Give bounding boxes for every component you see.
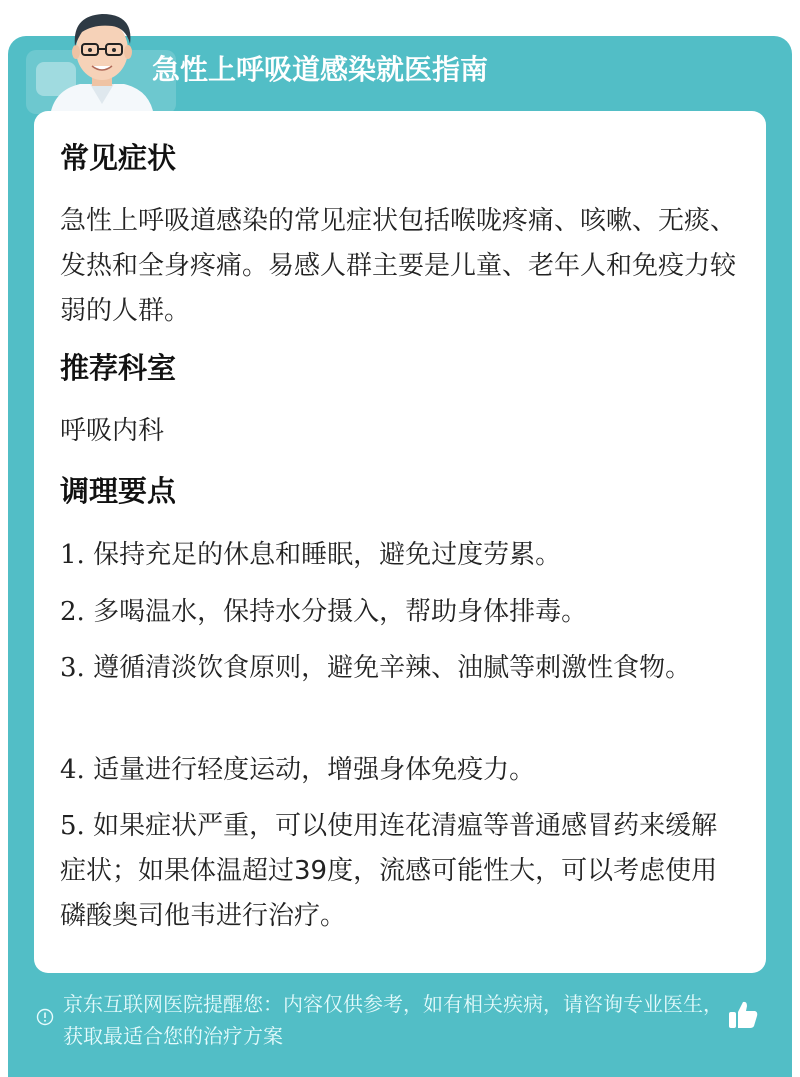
symptoms-heading: 常见症状 xyxy=(60,141,177,175)
care-item xyxy=(60,646,740,691)
care-item-number: 2. xyxy=(60,597,85,627)
care-item-text: 如果症状严重，可以使用连花清瘟等普通感冒药来缓解症状；如果体温超过39度，流感可能性大，可以考虑使用磷酸奥司他韦进行治疗。 xyxy=(60,811,718,931)
care-item xyxy=(60,748,740,793)
care-item-number: 4. xyxy=(60,755,85,785)
care-item xyxy=(60,533,740,578)
info-circle-icon xyxy=(36,1008,54,1026)
content-card xyxy=(34,111,766,973)
care-item xyxy=(60,590,740,635)
care-item-number: 5. xyxy=(60,811,85,841)
disclaimer-text: 京东互联网医院提醒您：内容仅供参考，如有相关疾病，请咨询专业医生，获取最适合您的治疗方案 xyxy=(63,992,723,1048)
care-item xyxy=(60,804,740,939)
thumbs-up-icon[interactable] xyxy=(726,998,760,1032)
care-item-text: 遵循清淡饮食原则，避免辛辣、油腻等刺激性食物。 xyxy=(84,653,692,683)
care-item-text: 保持充足的休息和睡眠，避免过度劳累。 xyxy=(84,540,562,570)
department-heading: 推荐科室 xyxy=(60,351,177,385)
disclaimer-footer xyxy=(36,988,766,1058)
care-item-text: 多喝温水，保持水分摄入，帮助身体排毒。 xyxy=(84,597,588,627)
care-item-text: 适量进行轻度运动，增强身体免疫力。 xyxy=(84,755,536,785)
care-heading: 调理要点 xyxy=(60,474,177,508)
care-item-number: 1. xyxy=(60,540,85,570)
care-item-number: 3. xyxy=(60,653,85,683)
doctor-avatar xyxy=(42,4,162,116)
symptoms-text: 急性上呼吸道感染的常见症状包括喉咙疼痛、咳嗽、无痰、发热和全身疼痛。易感人群主要是儿童、老年人和免疫力较弱的人群。 xyxy=(60,206,737,326)
department-text: 呼吸内科 xyxy=(60,416,165,446)
page-title: 急性上呼吸道感染就医指南 xyxy=(152,53,489,86)
